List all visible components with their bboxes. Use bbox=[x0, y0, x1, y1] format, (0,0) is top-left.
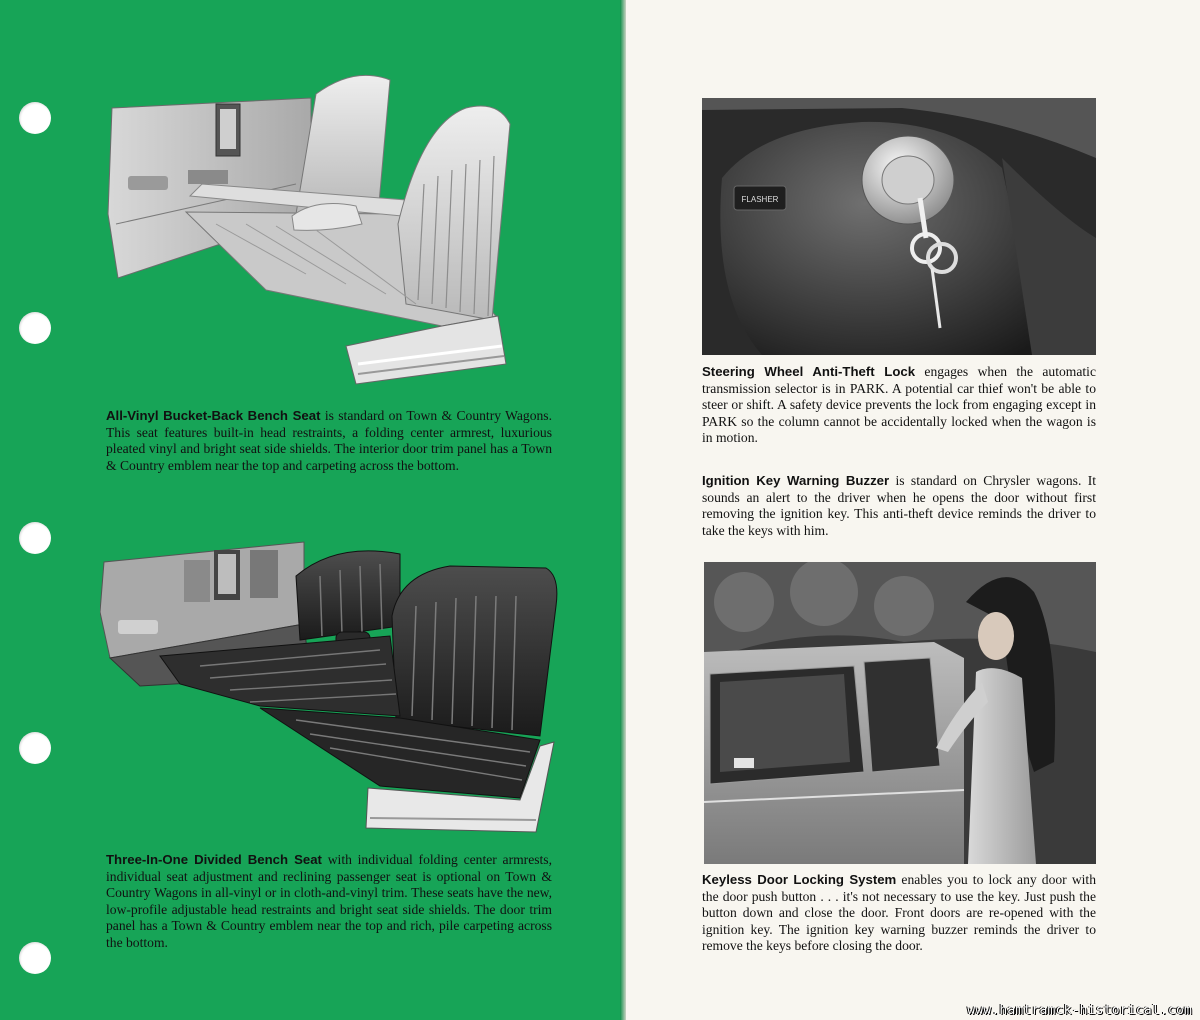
divided-bench-seat-illustration bbox=[100, 536, 570, 836]
caption-title: All-Vinyl Bucket-Back Bench Seat bbox=[106, 408, 321, 423]
caption-title: Three-In-One Divided Bench Seat bbox=[106, 852, 322, 867]
caption-title: Keyless Door Locking System bbox=[702, 872, 897, 887]
steering-lock-photo bbox=[702, 98, 1096, 355]
right-page bbox=[626, 0, 1200, 1020]
caption-steering-lock bbox=[702, 364, 1096, 447]
caption-bucket-back-bench-seat bbox=[106, 408, 552, 474]
binder-hole bbox=[19, 732, 51, 764]
caption-title: Ignition Key Warning Buzzer bbox=[702, 473, 890, 488]
flasher-label: FLASHER bbox=[741, 195, 779, 204]
caption-body: enables you to lock any door with the door push button . . . it's not necessary to use the key. Just push the button down and close the door. Front doors are re-opened with the ignition key. The ignition key warning buzzer reminds the driver to remove the keys before closing the door. bbox=[702, 872, 1096, 954]
caption-keyless-locking bbox=[702, 872, 1096, 955]
caption-title: Steering Wheel Anti-Theft Lock bbox=[702, 364, 916, 379]
binder-hole bbox=[19, 312, 51, 344]
binder-hole bbox=[19, 942, 51, 974]
bucket-back-bench-seat-illustration bbox=[106, 64, 566, 398]
keyless-door-photo bbox=[704, 562, 1096, 864]
caption-body: with individual folding center armrests, individual seat adjustment and reclining passenger seat is optional on Town & Country Wagons in all-vinyl or in cloth-and-vinyl trim. These seats have the new, low-profile adjustable head restraints and bright seat side shields. The door trim panel has a Town & Country emblem near the top and rich, pile carpeting across the bottom. bbox=[106, 852, 552, 950]
caption-body: is standard on Chrysler wagons. It sounds an alert to the driver when he opens the door without first removing the ignition key. This anti-theft device reminds the driver to take the keys with him. bbox=[702, 473, 1096, 538]
caption-ignition-buzzer bbox=[702, 473, 1096, 539]
binder-hole bbox=[19, 102, 51, 134]
binder-hole bbox=[19, 522, 51, 554]
caption-body: engages when the automatic transmission selector is in PARK. A potential car thief won't be able to steer or shift. A safety device prevents the lock from engaging except in PARK so the column cannot be accidentally locked when the wagon is in motion. bbox=[702, 364, 1096, 446]
watermark: www.hamtramck-historical.com bbox=[967, 1003, 1192, 1018]
caption-divided-bench-seat bbox=[106, 852, 552, 952]
caption-body: is standard on Town & Country Wagons. This seat features built-in head restraints, a folding center armrest, luxurious pleated vinyl and bright seat side shields. The interior door trim panel has a Town & Country emblem near the top and carpeting across the bottom. bbox=[106, 408, 552, 473]
